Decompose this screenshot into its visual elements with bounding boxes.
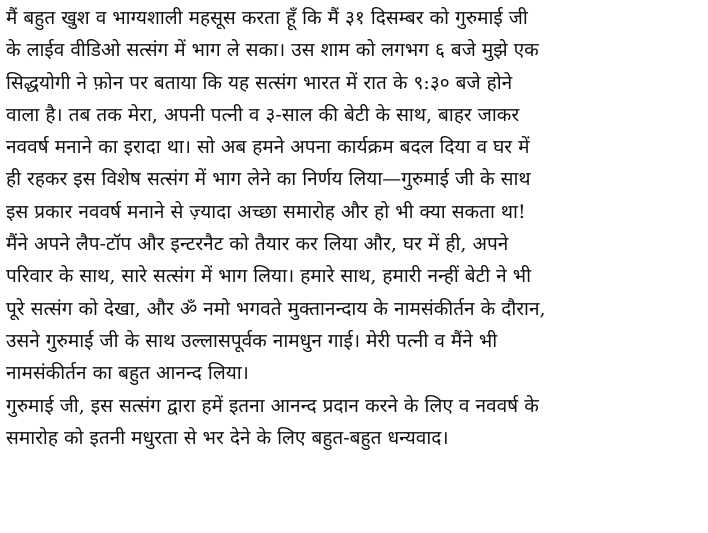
text-line-9: परिवार के साथ, सारे सत्संग में भाग लिया। हमारे साथ, हमारी नन्हीं बेटी ने भी [6,265,532,288]
text-line-12: नामसंकीर्तन का बहुत आनन्द लिया। [6,362,249,385]
text-line-13: गुरुमाई जी, इस सत्संग द्वारा हमें इतना आनन्द प्रदान करने के लिए व नववर्ष के [6,394,539,417]
text-line-6: ही रहकर इस विशेष सत्संग में भाग लेने का निर्णय लिया—गुरुमाई जी के साथ [6,168,531,191]
text-line-3: सिद्धयोगी ने फ़ोन पर बताया कि यह सत्संग भारत में रात के ९:३० बजे होने [6,71,513,94]
text-line-10: पूरे सत्संग को देखा, और ॐ नमो भगवते मुक्तानन्दाय के नामसंकीर्तन के दौरान, [6,297,546,320]
text-line-5: नववर्ष मनाने का इरादा था। सो अब हमने अपना कार्यक्रम बदल दिया व घर में [6,136,530,159]
text-line-8: मैंने अपने लैप-टॉप और इन्टरनैट को तैयार कर लिया और, घर में ही, अपने [6,233,509,256]
text-line-14: समारोह को इतनी मधुरता से भर देने के लिए बहुत-बहुत धन्यवाद। [6,426,449,449]
text-line-11: उसने गुरुमाई जी के साथ उल्लासपूर्वक नामधुन गाई। मेरी पत्नी व मैंने भी [6,329,498,352]
text-line-2: के लाईव वीडिओ सत्संग में भाग ले सका। उस शाम को लगभग ६ बजे मुझे एक [6,39,539,62]
text-line-1: मैं बहुत खुश व भाग्यशाली महसूस करता हूँ कि मैं ३१ दिसम्बर को गुरुमाई जी [6,7,528,29]
testimonial-text [6,2,706,454]
text-line-4: वाला है। तब तक मेरा, अपनी पत्नी व ३-साल की बेटी के साथ, बाहर जाकर [6,103,520,126]
text-line-7: इस प्रकार नववर्ष मनाने से ज़्यादा अच्छा समारोह और हो भी क्या सकता था! [6,200,526,223]
